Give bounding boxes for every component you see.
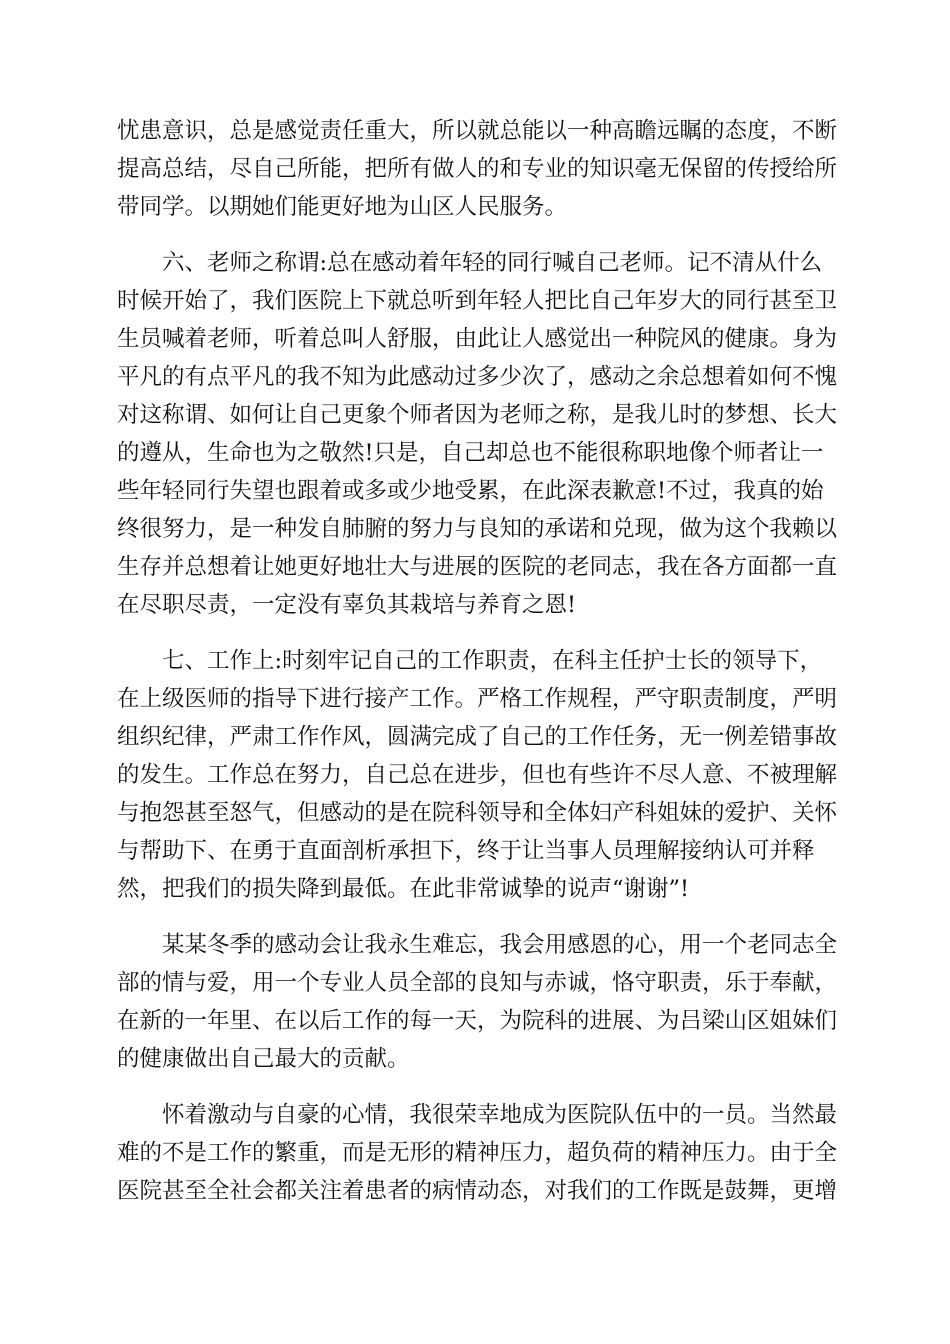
paragraph-line: 部的情与爱，用一个专业人员全部的良知与赤诚，恪守职责，乐于奉献， (117, 970, 838, 996)
paragraph-gap (117, 624, 833, 642)
paragraph-line: 提高总结，尽自己所能，把所有做人的和专业的知识毫无保留的传授给所 (117, 156, 838, 182)
paragraph-line: 生员喊着老师，听着总叫人舒服，由此让人感觉出一种院风的健康。身为 (117, 326, 838, 352)
paragraph-line: 七、工作上:时刻牢记自己的工作职责，在科主任护士长的领导下， (162, 648, 823, 674)
paragraph-5 (117, 1096, 838, 1210)
paragraph-line: 生存并总想着让她更好地壮大与进展的医院的老同志，我在各方面都一直 (117, 554, 838, 580)
paragraph-line: 平凡的有点平凡的我不知为此感动过多少次了，感动之余总想着如何不愧 (117, 364, 838, 390)
paragraph-line: 难的不是工作的繁重，而是无形的精神压力，超负荷的精神压力。由于全 (117, 1140, 838, 1166)
paragraph-line: 然，把我们的损失降到最低。在此非常诚挚的说声“谢谢”! (117, 876, 690, 902)
paragraph-line: 的健康做出自己最大的贡献。 (117, 1046, 410, 1072)
paragraph-line: 六、老师之称谓:总在感动着年轻的同行喊自己老师。记不清从什么 (162, 250, 823, 276)
paragraph-line: 忧患意识，总是感觉责任重大，所以就总能以一种高瞻远瞩的态度，不断 (117, 118, 838, 144)
paragraph-gap (117, 1078, 833, 1096)
paragraph-line: 终很努力，是一种发自肺腑的努力与良知的承诺和兑现，做为这个我赖以 (117, 516, 838, 542)
paragraph-line: 时候开始了，我们医院上下就总听到年轻人把比自己年岁大的同行甚至卫 (117, 288, 838, 314)
paragraph-line: 的遵从，生命也为之敬然!只是，自己却总也不能很称职地像个师者让一 (117, 440, 824, 466)
paragraph-line: 的发生。工作总在努力，自己总在进步，但也有些许不尽人意、不被理解 (117, 762, 838, 788)
paragraph-line: 与抱怨甚至怒气，但感动的是在院科领导和全体妇产科姐妹的爱护、关怀 (117, 800, 838, 826)
paragraph-line: 与帮助下、在勇于直面剖析承担下，终于让当事人员理解接纳认可并释 (117, 838, 815, 864)
paragraph-4 (117, 926, 838, 1078)
paragraph-line: 怀着激动与自豪的心情，我很荣幸地成为医院队伍中的一员。当然最 (162, 1102, 838, 1128)
paragraph-line: 在新的一年里、在以后工作的每一天，为院科的进展、为吕梁山区姐妹们 (117, 1008, 838, 1034)
paragraph-line: 某某冬季的感动会让我永生难忘，我会用感恩的心，用一个老同志全 (162, 932, 838, 958)
paragraph-line: 在尽职尽责，一定没有辜负其栽培与养育之恩! (117, 592, 577, 618)
paragraph-line: 组织纪律，严肃工作作风，圆满完成了自己的工作任务，无一例差错事故 (117, 724, 838, 750)
paragraph-3 (117, 642, 838, 908)
paragraph-line: 带同学。以期她们能更好地为山区人民服务。 (117, 194, 568, 220)
paragraph-gap (117, 226, 833, 244)
paragraph-line: 对这称谓、如何让自己更象个师者因为老师之称，是我儿时的梦想、长大 (117, 402, 838, 428)
paragraph-gap (117, 908, 833, 926)
paragraph-line: 些年轻同行失望也跟着或多或少地受累，在此深表歉意!不过，我真的始 (117, 478, 824, 504)
paragraph-line: 医院甚至全社会都关注着患者的病情动态，对我们的工作既是鼓舞，更增 (117, 1178, 838, 1204)
paragraph-2 (117, 244, 838, 624)
paragraph-line: 在上级医师的指导下进行接产工作。严格工作规程，严守职责制度，严明 (117, 686, 838, 712)
paragraph-1 (117, 112, 838, 226)
document-body (117, 112, 838, 1210)
